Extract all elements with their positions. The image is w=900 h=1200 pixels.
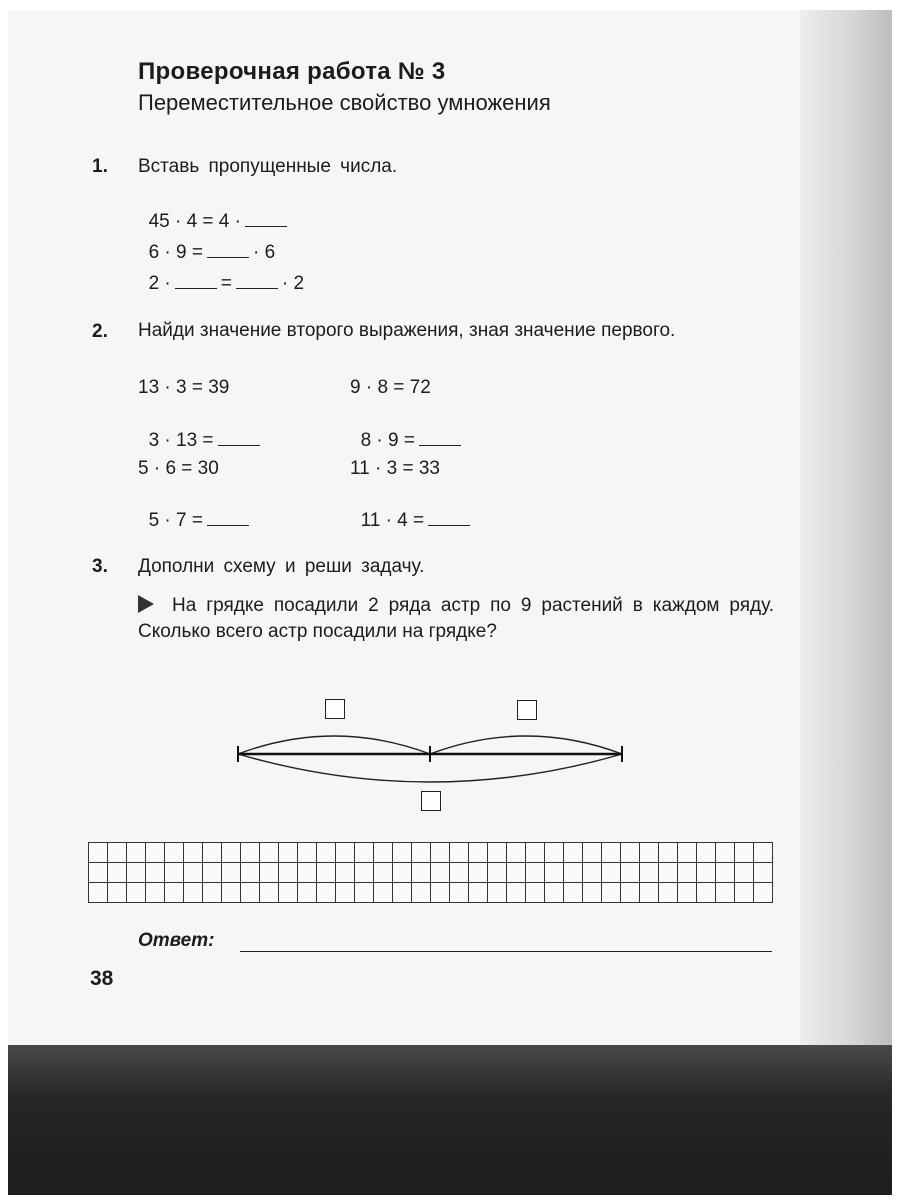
task3-text: Дополни схему и реши задачу. [138, 556, 425, 577]
task3-problem [138, 593, 774, 645]
equation-text: 3 · 13 = [148, 430, 214, 451]
equation-text: 2 · [148, 273, 171, 294]
task2-given-d: 11 · 3 = 33 [350, 458, 440, 479]
scheme-arc-top-right [430, 736, 622, 754]
answer-blank[interactable] [218, 429, 260, 446]
task2-number: 2. [92, 321, 108, 342]
equation-text: 11 · 4 = [360, 510, 425, 531]
scheme-box-bottom[interactable] [421, 791, 441, 811]
answer-line[interactable] [240, 951, 772, 952]
scheme-box-left[interactable] [325, 699, 345, 719]
task2-given-c: 5 · 6 = 30 [138, 458, 219, 479]
task1-text: Вставь пропущенные числа. [138, 156, 398, 177]
equation-text: 6 · 9 = [148, 242, 203, 263]
equation-text: 5 · 7 = [148, 510, 203, 531]
scheme-arc-top-left [238, 736, 430, 754]
scan-background [8, 1045, 892, 1195]
task2-question-b [350, 407, 465, 452]
scheme-diagram [228, 718, 634, 784]
worksheet-subtitle: Переместительное свойство умножения [138, 90, 551, 115]
answer-label: Ответ: [138, 930, 215, 951]
scheme-box-right[interactable] [517, 700, 537, 720]
equation-text: = [220, 273, 232, 294]
task2-text: Найди значение второго выражения, зная значение первого. [138, 320, 676, 341]
answer-blank[interactable] [428, 509, 470, 526]
page-edge-shadow [800, 10, 892, 1050]
page-number: 38 [90, 967, 114, 990]
task2-given-b: 9 · 8 = 72 [350, 377, 431, 398]
worksheet-title: Проверочная работа № 3 [138, 58, 446, 85]
equation-text: · 6 [252, 242, 276, 263]
answer-blank[interactable] [207, 509, 249, 526]
task2-question-a [138, 407, 264, 452]
task3-number: 3. [92, 556, 108, 577]
triangle-marker-icon [138, 595, 154, 613]
equation-text: 8 · 9 = [360, 430, 415, 451]
solution-grid[interactable] [88, 842, 773, 903]
task2-question-c [138, 487, 253, 532]
task2-question-d [350, 487, 474, 532]
problem-text: На грядке посадили 2 ряда астр по 9 растений в каждом ряду. Сколько всего астр посадили на грядке? [138, 595, 774, 642]
answer-blank[interactable] [175, 272, 217, 289]
answer-blank[interactable] [236, 272, 278, 289]
task2-given-a: 13 · 3 = 39 [138, 377, 230, 398]
equation-text: 45 · 4 = 4 · [148, 211, 241, 232]
task1-equation-3 [138, 250, 304, 295]
equation-text: · 2 [281, 273, 305, 294]
answer-blank[interactable] [419, 429, 461, 446]
task1-number: 1. [92, 156, 108, 177]
